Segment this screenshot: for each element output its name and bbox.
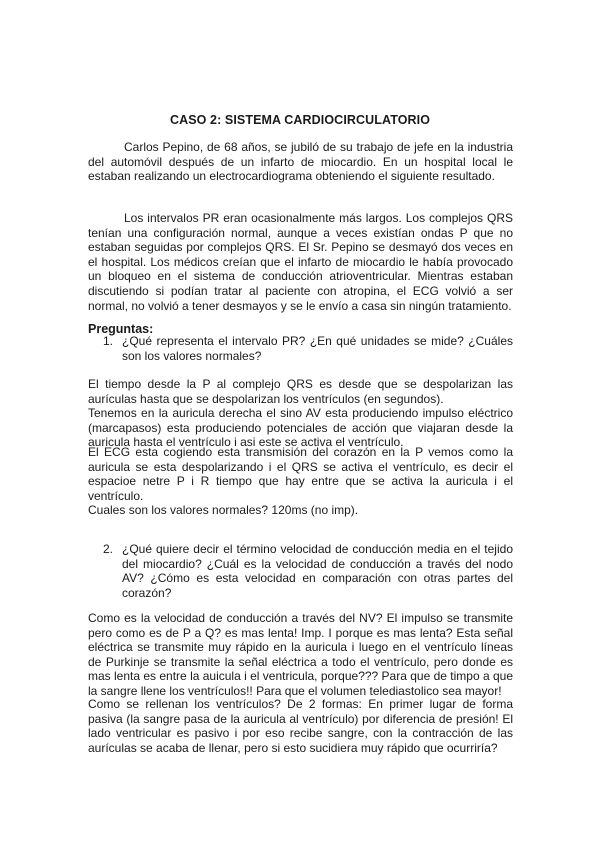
intro-paragraph: Carlos Pepino, de 68 años, se jubiló de su trabajo de jefe en la industria del automóvil después de un infarto de miocardio. En un hospital local le estaban realizando un electrocardiograma obteniendo el siguiente resultado. xyxy=(88,140,513,184)
case-description-paragraph: Los intervalos PR eran ocasionalmente más largos. Los complejos QRS tenían una configuración normal, aunque a veces existían ondas P que no estaban seguidas por complejos QRS. El Sr. Pepino se desmayó dos veces en el hospital. Los médicos creían que el infarto de miocardio le había provocado un bloqueo en el sistema de conducción atrioventricular. Mientras estaban discutiendo si podían tratar al paciente con atropina, el ECG volvió a ser normal, no volvió a tener desmayos y se le envío a casa sin ningún tratamiento. xyxy=(88,211,513,313)
answer-2-paragraph-2: Como se rellenan los ventrículos? De 2 formas: En primer lugar de forma pasiva (la sangre pasa de la auricula al ventrículo) por diferencia de presión! El lado ventricular es pasivo i por eso recibe sangre, con la contracción de las aurículas se acaba de llenar, pero si esto sucidiera muy rápido que ocurriría? xyxy=(88,697,513,755)
answer-1-line-4: Cuales son los valores normales? 120ms (no imp). xyxy=(88,503,359,517)
document-title: CASO 2: SISTEMA CARDIOCIRCULATORIO xyxy=(169,113,431,127)
question-2-text: ¿Qué quiere decir el término velocidad de conducción media en el tejido del miocardio? ¿Cuál es la velocidad de conducción a través del nodo AV? ¿Cómo es esta velocidad en comparación con otras partes del corazón? xyxy=(122,542,513,600)
answer-1-line-2: Tenemos en la auricula derecha el sino AV esta produciendo impulso eléctrico (marcapasos) esta produciendo potenciales de acción que viajaran desde la auricula hasta el ventrículo i asi este se activa el ventrículo. xyxy=(88,406,513,450)
answer-1-line-3: El ECG esta cogiendo esta transmisión del corazón en la P vemos como la auricula se esta despolarizando i el QRS se activa el ventrículo, es decir el espacioe netre P i R tiempo que hay entre que se activa la auricula i el ventrículo. xyxy=(88,445,513,503)
question-2-number: 2. xyxy=(103,542,114,556)
question-1-number: 1. xyxy=(103,334,114,348)
answer-2-paragraph-1: Como es la velocidad de conducción a través del NV? El impulso se transmite pero como es de P a Q? es mas lenta! Imp. I porque es mas lenta? Esta señal eléctrica se transmite muy rápido en la auricula i luego en el ventrículo líneas de Purkinje se transmite la señal eléctrica a todo el ventrículo, pero donde es mas lenta es entre la auicula i el ventricula, porque??? Para que de timpo a que la sangre llene los ventrículos!! Para que el volumen telediastolico sea mayor! xyxy=(88,611,513,698)
questions-heading: Preguntas: xyxy=(88,322,154,336)
question-1-text: ¿Qué representa el intervalo PR? ¿En qué unidades se mide? ¿Cuáles son los valores normales? xyxy=(122,334,513,363)
answer-1-line-1: El tiempo desde la P al complejo QRS es desde que se despolarizan las aurículas hasta que se despolarizan los ventrículos (en segundos). xyxy=(88,377,513,406)
